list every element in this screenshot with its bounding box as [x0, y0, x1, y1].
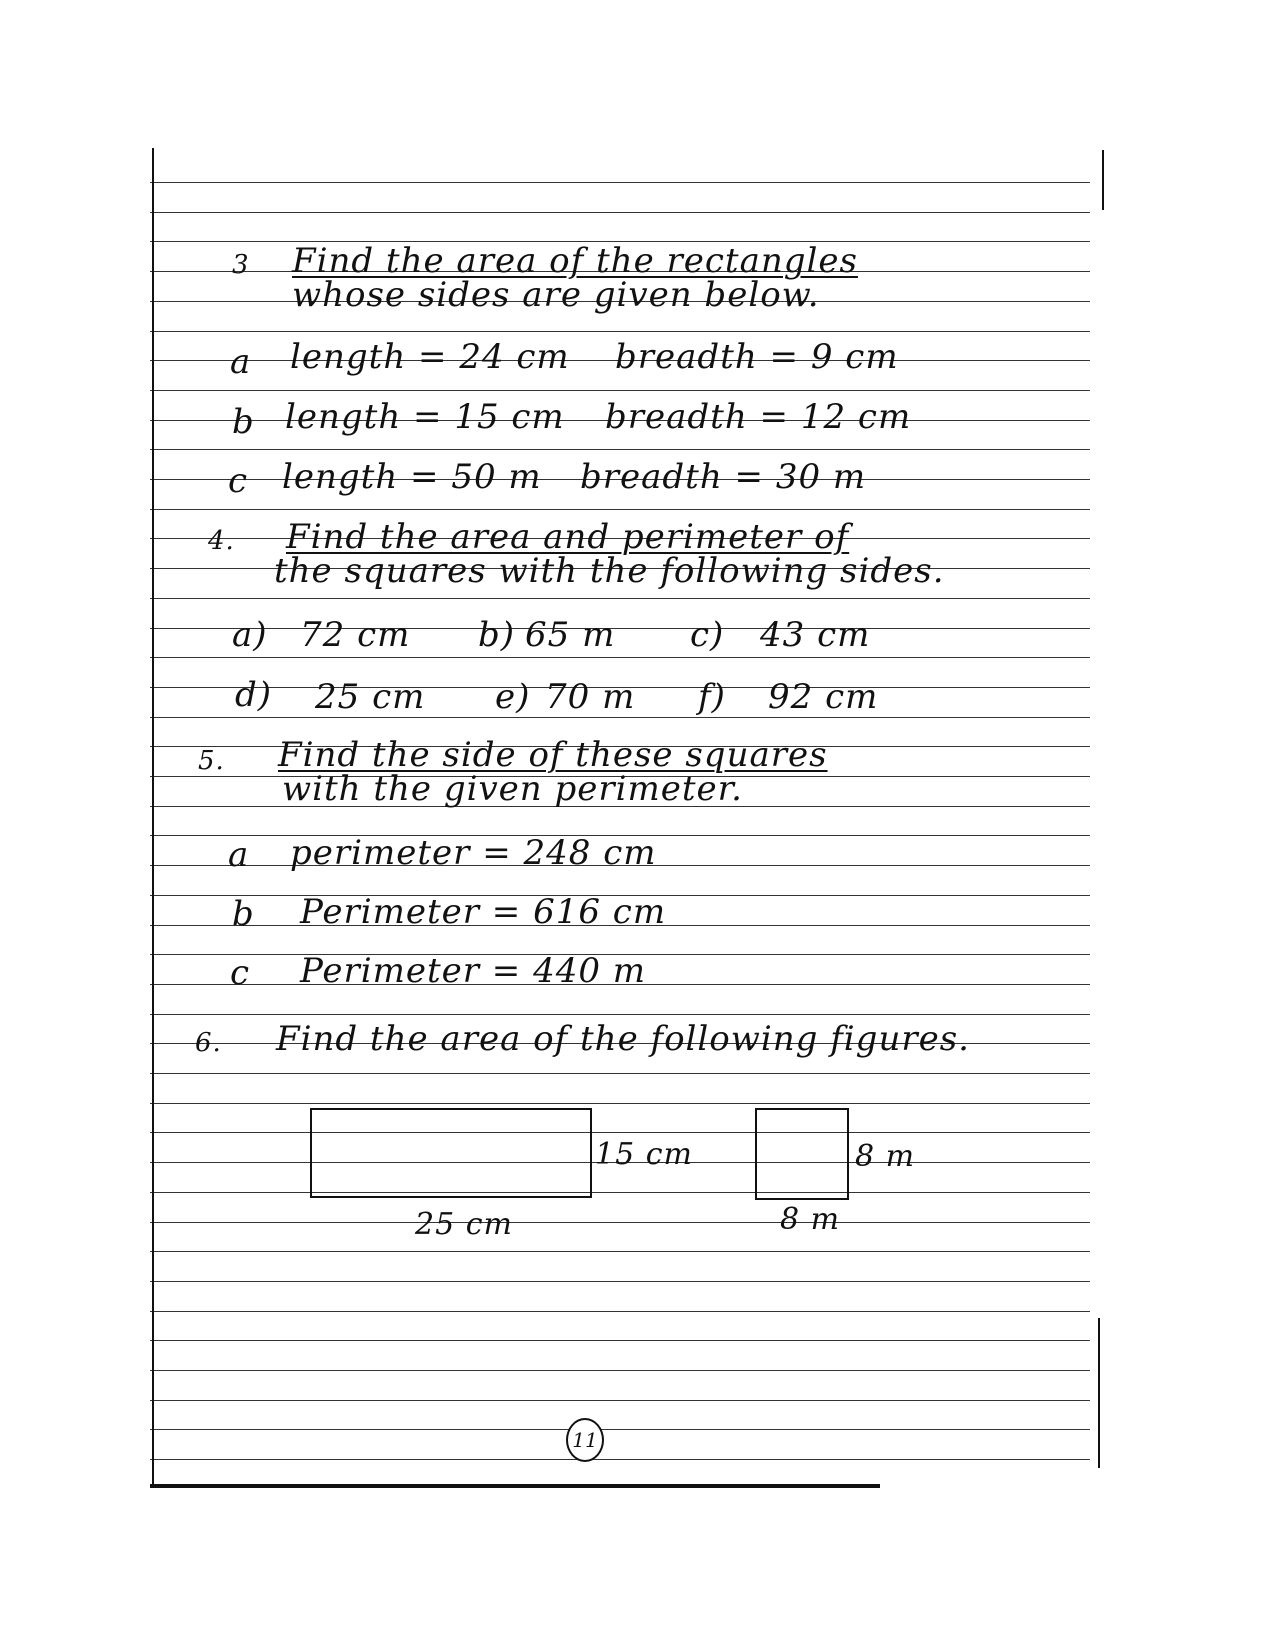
ruled-line	[150, 1400, 1090, 1401]
q5-item-text: Perimeter = 616 cm	[300, 892, 667, 932]
q4-item-label: d)	[235, 675, 273, 715]
q3-item-length: length = 50 m	[282, 457, 542, 497]
q4-item-value: 65 m	[525, 615, 616, 655]
q4-item-label: c)	[690, 615, 725, 655]
q3-item-label: c	[228, 461, 249, 501]
rectangle-side-label: 15 cm	[595, 1137, 693, 1172]
ruled-line	[150, 509, 1090, 510]
square-figure	[755, 1108, 849, 1200]
ruled-line	[150, 628, 1090, 629]
ruled-line	[150, 212, 1090, 213]
q4-line-2: the squares with the following sides.	[274, 551, 945, 591]
page-number: 11	[566, 1418, 604, 1462]
q4-item-label: e)	[495, 677, 531, 717]
right-edge-mark	[1098, 1318, 1100, 1468]
ruled-line	[150, 1103, 1090, 1104]
q4-item-value: 25 cm	[315, 677, 426, 717]
q6-number: 6.	[195, 1028, 222, 1058]
q6-line-1: Find the area of the following figures.	[276, 1019, 970, 1059]
q5-item-label: b	[232, 894, 255, 934]
rectangle-figure	[310, 1108, 592, 1198]
q3-number: 3	[232, 250, 250, 280]
q3-item-label: a	[230, 342, 252, 382]
q5-item-text: perimeter = 248 cm	[290, 833, 657, 873]
q3-line-1: Find the area of the rectangles	[292, 241, 858, 281]
q5-number: 5.	[198, 746, 225, 776]
q4-item-value: 72 cm	[300, 615, 411, 655]
ruled-line	[150, 1429, 1090, 1430]
q3-item-breadth: breadth = 30 m	[580, 457, 867, 497]
q3-line-2: whose sides are given below.	[292, 275, 820, 315]
ruled-line	[150, 331, 1090, 332]
ruled-line	[150, 1251, 1090, 1252]
ruled-line	[150, 1370, 1090, 1371]
ruled-line	[150, 1014, 1090, 1015]
q3-item-length: length = 15 cm	[285, 397, 565, 437]
q4-item-label: b)	[478, 615, 516, 655]
q5-line-2: with the given perimeter.	[282, 769, 743, 809]
q5-item-text: Perimeter = 440 m	[300, 951, 647, 991]
square-bottom-label: 8 m	[780, 1202, 841, 1237]
q4-item-label: a)	[232, 615, 268, 655]
q4-number: 4.	[208, 526, 235, 556]
q4-item-value: 43 cm	[760, 615, 871, 655]
square-side-label: 8 m	[855, 1139, 916, 1174]
ruled-line	[150, 717, 1090, 718]
q3-item-breadth: breadth = 9 cm	[615, 337, 899, 377]
ruled-line	[150, 598, 1090, 599]
right-edge-mark	[1102, 150, 1104, 210]
ruled-line	[150, 182, 1090, 183]
q5-item-label: a	[228, 835, 250, 875]
ruled-line	[150, 1073, 1090, 1074]
ruled-line	[150, 390, 1090, 391]
rectangle-bottom-label: 25 cm	[415, 1207, 513, 1242]
ruled-line	[150, 1132, 1090, 1133]
q4-item-label: f)	[698, 677, 726, 717]
ruled-line	[150, 657, 1090, 658]
q3-item-length: length = 24 cm	[290, 337, 570, 377]
q4-item-value: 92 cm	[768, 677, 879, 717]
ruled-line	[150, 1281, 1090, 1282]
ruled-line	[150, 1311, 1090, 1312]
q4-item-value: 70 m	[545, 677, 636, 717]
ruled-line	[150, 1222, 1090, 1223]
left-margin-line	[152, 148, 154, 1488]
q3-item-label: b	[232, 402, 255, 442]
ruled-line	[150, 1459, 1090, 1460]
q3-item-breadth: breadth = 12 cm	[605, 397, 912, 437]
ruled-line	[150, 1340, 1090, 1341]
ruled-line	[150, 1192, 1090, 1193]
q4-line-1: Find the area and perimeter of	[286, 517, 850, 557]
q5-line-1: Find the side of these squares	[278, 735, 828, 775]
q5-item-label: c	[230, 953, 251, 993]
ruled-line	[150, 449, 1090, 450]
bottom-rule	[150, 1484, 880, 1488]
